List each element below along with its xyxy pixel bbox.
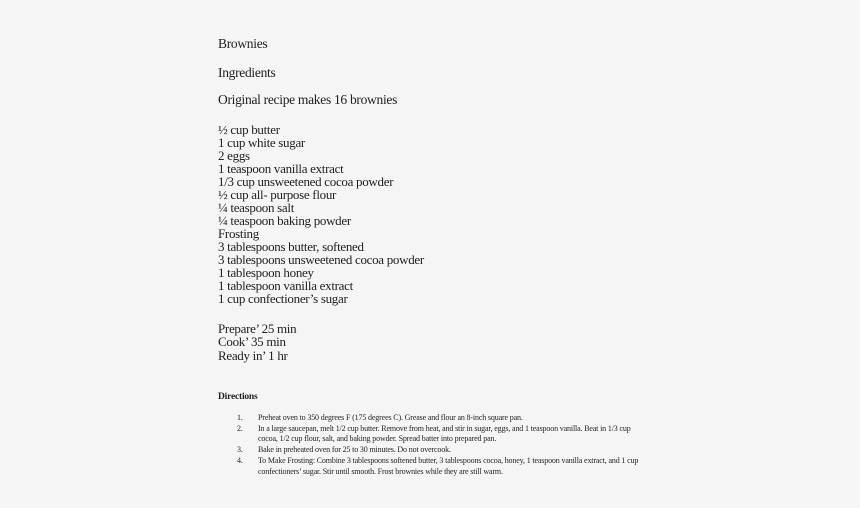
time-line: Ready in’ 1 hr	[218, 347, 288, 363]
ingredients-block	[218, 123, 838, 305]
ingredient-item: 1 teaspoon vanilla extract	[218, 161, 344, 176]
frosting-ingredient-item: 3 tablespoons unsweetened cocoa powder	[218, 252, 424, 267]
frosting-ingredient-item: 1 tablespoon honey	[218, 265, 314, 280]
frosting-ingredient-item: 3 tablespoons butter, softened	[218, 239, 364, 254]
direction-step	[237, 413, 838, 424]
ingredient-item: 2 eggs	[218, 148, 250, 163]
directions-heading: Directions	[218, 391, 258, 402]
frosting-ingredient-item: 1 tablespoon vanilla extract	[218, 278, 353, 293]
frosting-ingredient-item: 1 cup confectioner’s sugar	[218, 291, 348, 306]
ingredient-item: ¼ teaspoon baking powder	[218, 213, 351, 228]
ingredient-item: 1 cup white sugar	[218, 135, 305, 150]
direction-step-number	[237, 445, 258, 456]
ingredient-item: ¼ teaspoon salt	[218, 200, 295, 215]
recipe-title: Brownies	[218, 36, 268, 51]
direction-step-text: Bake in preheated oven for 25 to 30 minutes. Do not overcook.	[258, 445, 451, 455]
direction-step-number	[237, 413, 258, 424]
yield-line: Original recipe makes 16 brownies	[218, 92, 398, 107]
direction-step	[237, 445, 838, 456]
document-body	[218, 0, 838, 478]
direction-step	[237, 456, 838, 478]
direction-step-number	[237, 456, 258, 478]
time-line: Prepare’ 25 min	[218, 321, 297, 336]
frosting-subheading: Frosting	[218, 226, 259, 241]
direction-step-text: In a large saucepan, melt 1/2 cup butter. Remove from heat, and stir in sugar, eggs, and 1 teaspoon vanilla. Beat in 1/3 cup cocoa, 1/2 cup flour, salt, and baking powder. Spread batter into prepared pan.	[258, 423, 631, 444]
ingredient-item: 1/3 cup unsweetened cocoa powder	[218, 174, 394, 189]
ingredient-item: ½ cup all- purpose flour	[218, 187, 337, 202]
ingredient-item: ½ cup butter	[218, 122, 280, 137]
directions-list	[237, 413, 838, 478]
ingredient-list	[218, 123, 838, 227]
direction-step-number	[237, 424, 258, 446]
ingredients-heading: Ingredients	[218, 65, 276, 80]
direction-step-text: Preheat oven to 350 degrees F (175 degrees C). Grease and flour an 8-inch square pan.	[258, 412, 523, 422]
frosting-ingredient-list	[218, 240, 838, 305]
time-summary	[218, 322, 838, 362]
time-line: Cook’ 35 min	[218, 334, 286, 350]
direction-step	[237, 424, 838, 446]
direction-step-text: To Make Frosting: Combine 3 tablespoons softened butter, 3 tablespoons cocoa, honey, 1 teaspoon vanilla extract, and 1 cup confectioners’ sugar. Stir until smooth. Frost brownies while they are still warm.	[258, 456, 639, 476]
